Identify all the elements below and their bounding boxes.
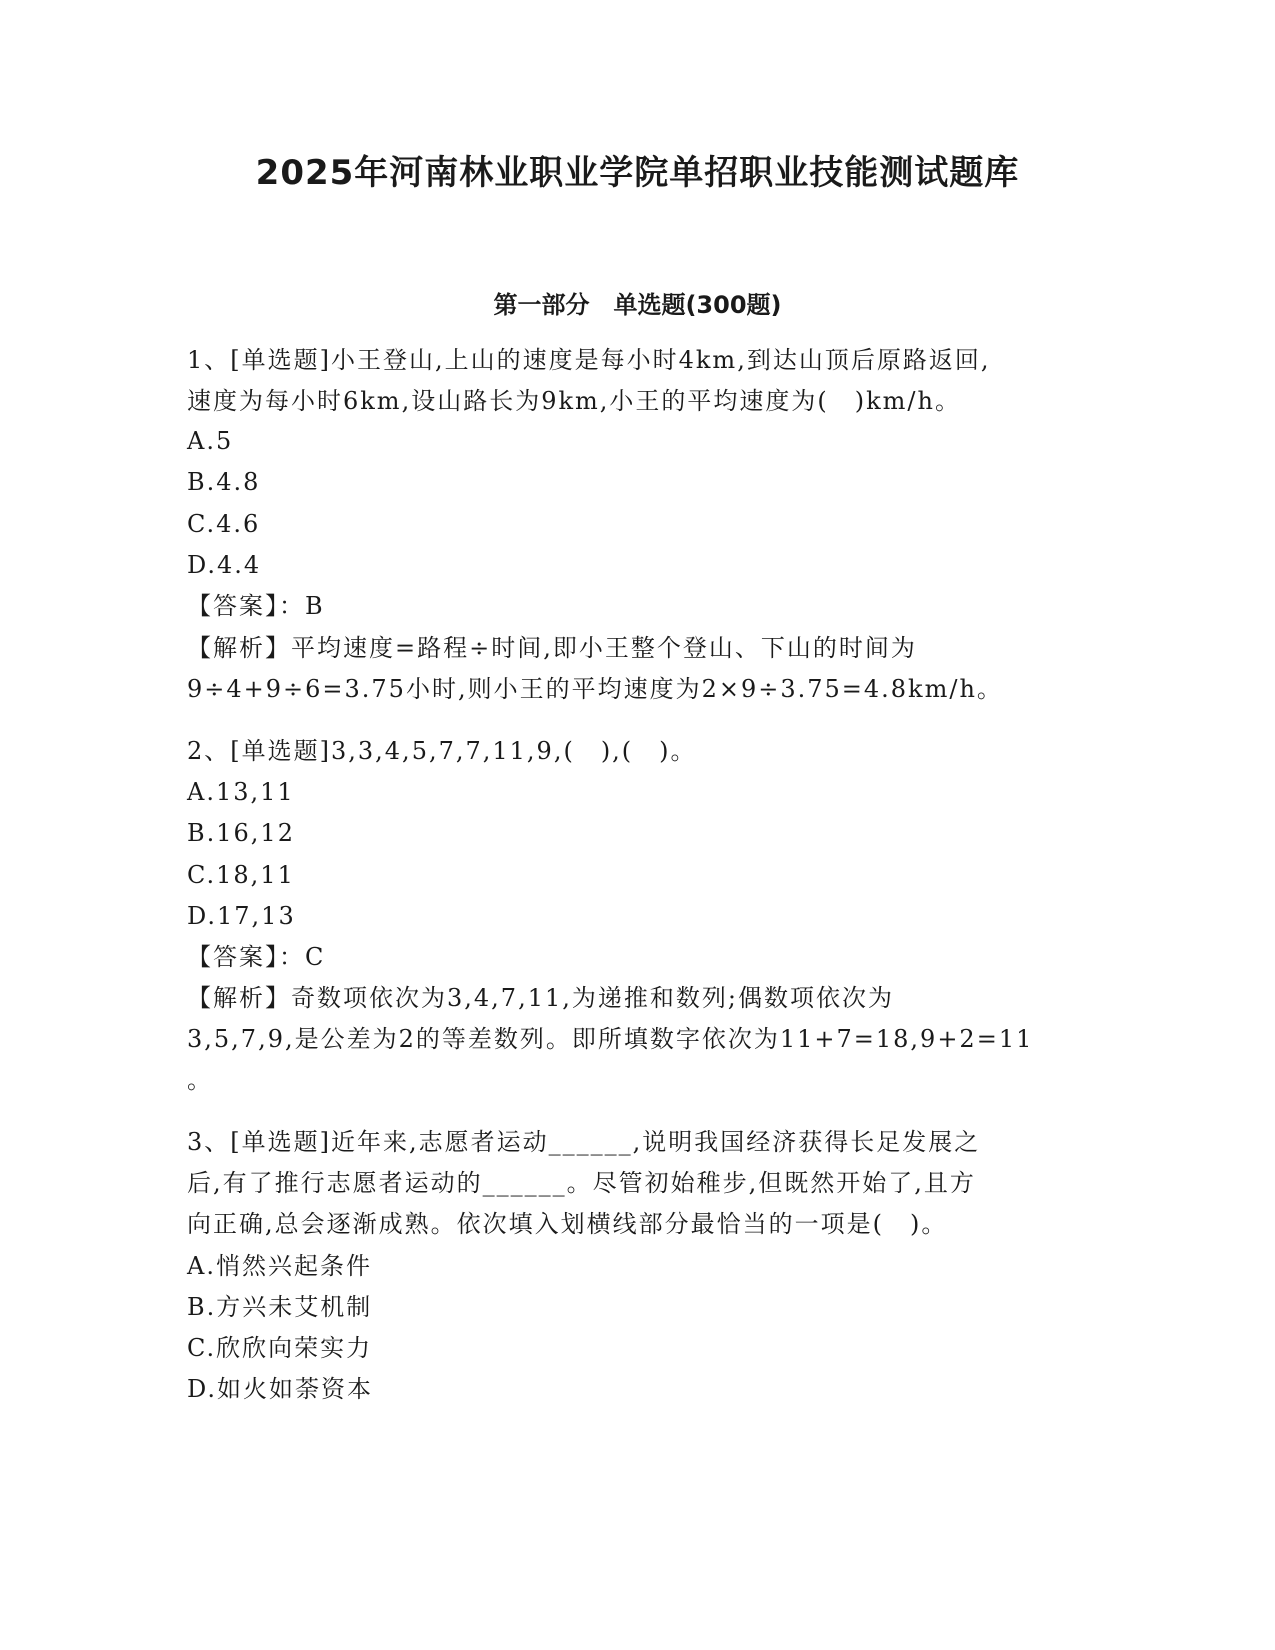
question-2-analysis-line-3: 。 [187,1066,213,1094]
question-2-stem-line-1: 2、[单选题]3,3,4,5,7,7,11,9,( ),( )。 [187,737,697,765]
question-2-option-c: C.18,11 [187,861,295,889]
question-2-answer: 【答案】：C [187,943,326,971]
question-1-option-b: B.4.8 [187,468,261,496]
question-1-option-c: C.4.6 [187,510,261,538]
question-3-option-d: D.如火如荼资本 [187,1375,374,1403]
question-2-option-b: B.16,12 [187,819,295,847]
question-1-answer: 【答案】：B [187,592,325,620]
question-3-option-a: A.悄然兴起条件 [187,1252,372,1280]
question-2-option-d: D.17,13 [187,902,296,930]
question-1-stem-line-2: 速度为每小时6km,设山路长为9km,小王的平均速度为( )km/h。 [187,387,961,415]
question-1-option-a: A.5 [187,427,234,455]
question-1-analysis-line-2: 9÷4+9÷6=3.75小时,则小王的平均速度为2×9÷3.75=4.8km/h。 [187,675,1003,703]
question-2-option-a: A.13,11 [187,778,295,806]
question-1-option-d: D.4.4 [187,551,262,579]
question-3-stem-line-3: 向正确,总会逐渐成熟。依次填入划横线部分最恰当的一项是( )。 [187,1210,948,1238]
question-2-analysis-line-1: 【解析】奇数项依次为3,4,7,11,为递推和数列;偶数项依次为 [187,984,894,1012]
question-1-stem-line-1: 1、[单选题]小王登山,上山的速度是每小时4km,到达山顶后原路返回, [187,346,991,374]
question-2-analysis-line-2: 3,5,7,9,是公差为2的等差数列。即所填数字依次为11+7=18,9+2=11 [187,1025,1034,1053]
question-3-option-b: B.方兴未艾机制 [187,1293,373,1321]
question-3-option-c: C.欣欣向荣实力 [187,1334,373,1362]
document-title: 2025年河南林业职业学院单招职业技能测试题库 [255,153,1020,193]
question-3-stem-line-2: 后,有了推行志愿者运动的______。尽管初始稚步,但既然开始了,且方 [187,1169,976,1197]
section-title: 第一部分 单选题(300题) [493,291,782,319]
question-3-stem-line-1: 3、[单选题]近年来,志愿者运动______,说明我国经济获得长足发展之 [187,1128,981,1156]
question-1-analysis-line-1: 【解析】平均速度=路程÷时间,即小王整个登山、下山的时间为 [187,634,917,662]
